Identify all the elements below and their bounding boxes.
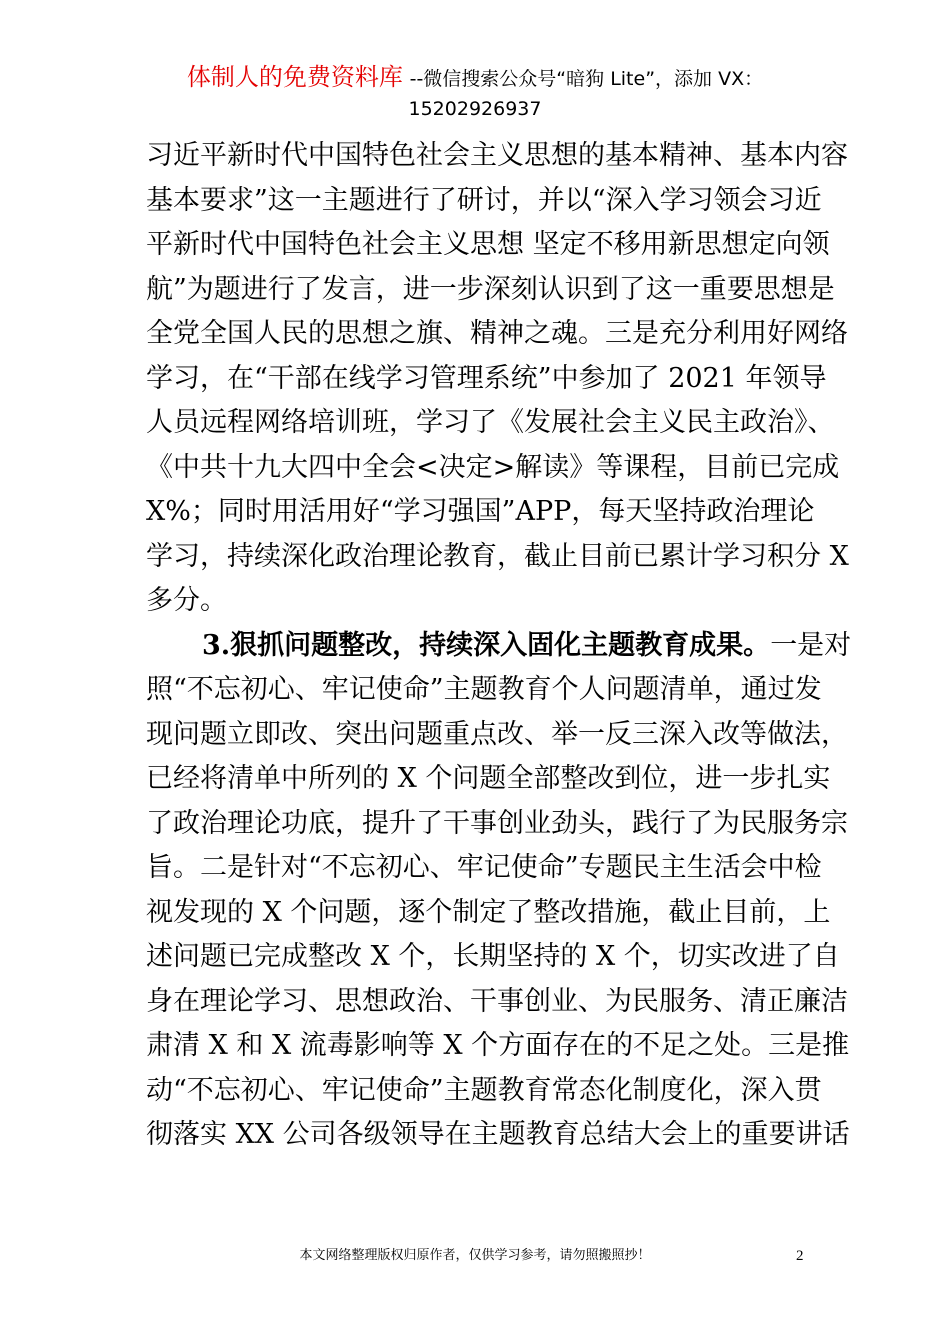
text-line: 身在理论学习、思想政治、干事创业、为民服务、清正廉洁 [146,985,848,1017]
text-line: 述问题已完成整改 X 个，长期坚持的 X 个，切实改进了自 [146,941,840,972]
document-body [146,134,852,1158]
page-header [0,62,950,124]
text-line: 学习，持续深化政治理论教育，截止目前已累计学习积分 X [146,540,849,572]
header-line-1 [0,62,950,94]
text-line: 动“不忘初心、牢记使命”主题教育常态化制度化，深入贯 [146,1074,822,1106]
paragraph-political-study [146,134,849,624]
text-line: 航”为题进行了发言，进一步深刻认识到了这一重要思想是 [146,273,835,305]
page-footer [0,1244,950,1268]
text-line: 视发现的 X 个问题，逐个制定了整改措施，截止目前，上 [146,896,831,928]
paragraph-heading-line [146,624,852,669]
text-line: 照“不忘初心、牢记使命”主题教育个人问题清单，通过发 [146,674,822,705]
text-line: 彻落实 XX 公司各级领导在主题教育总结大会上的重要讲话 [146,1119,850,1150]
page-number: 2 [796,1248,804,1264]
text-line: 旨。二是针对“不忘初心、牢记使命”专题民主生活会中检 [146,852,822,883]
text-line: X%；同时用活用好“学习强国”APP，每天坚持政治理论 [146,496,815,527]
text-line: 人员远程网络培训班，学习了《发展社会主义民主政治》、 [146,407,835,438]
copyright-note: 本文网络整理版权归原作者，仅供学习参考，请勿照搬照抄！ [299,1248,651,1263]
text-line: 了政治理论功底，提升了干事创业劲头，践行了为民服务宗 [146,807,848,839]
text-line: 已经将清单中所列的 X 个问题全部整改到位，进一步扎实 [146,763,831,794]
text-line: 现问题立即改、突出问题重点改、举一反三深入改等做法， [146,718,848,750]
text-line: 基本要求”这一主题进行了研讨，并以“深入学习领会习近 [146,184,822,216]
section-heading: 3.狠抓问题整改，持续深入固化主题教育成果。 [202,629,771,661]
text-line: 肃清 X 和 X 流毒影响等 X 个方面存在的不足之处。三是推 [146,1030,850,1061]
text-line: 平新时代中国特色社会主义思想 坚定不移用新思想定向领 [146,229,830,260]
text-fragment: 一是对 [770,629,852,661]
paragraph-rectification [146,624,852,1158]
header-phone: 15202926937 [408,98,542,120]
text-line: 《中共十九大四中全会<决定>解读》等课程，目前已完成 [146,451,840,483]
text-line: 习近平新时代中国特色社会主义思想的基本精神、基本内容 [146,140,848,171]
text-line: 多分。 [146,585,227,616]
header-brand: 体制人的免费资料库 [186,63,403,91]
header-contact: --微信搜索公众号“暗狗 Lite”，添加 VX： [409,68,764,90]
text-line: 全党全国人民的思想之旗、精神之魂。三是充分利用好网络 [146,318,848,349]
text-line: 学习，在“干部在线学习管理系统”中参加了 2021 年领导 [146,362,827,394]
